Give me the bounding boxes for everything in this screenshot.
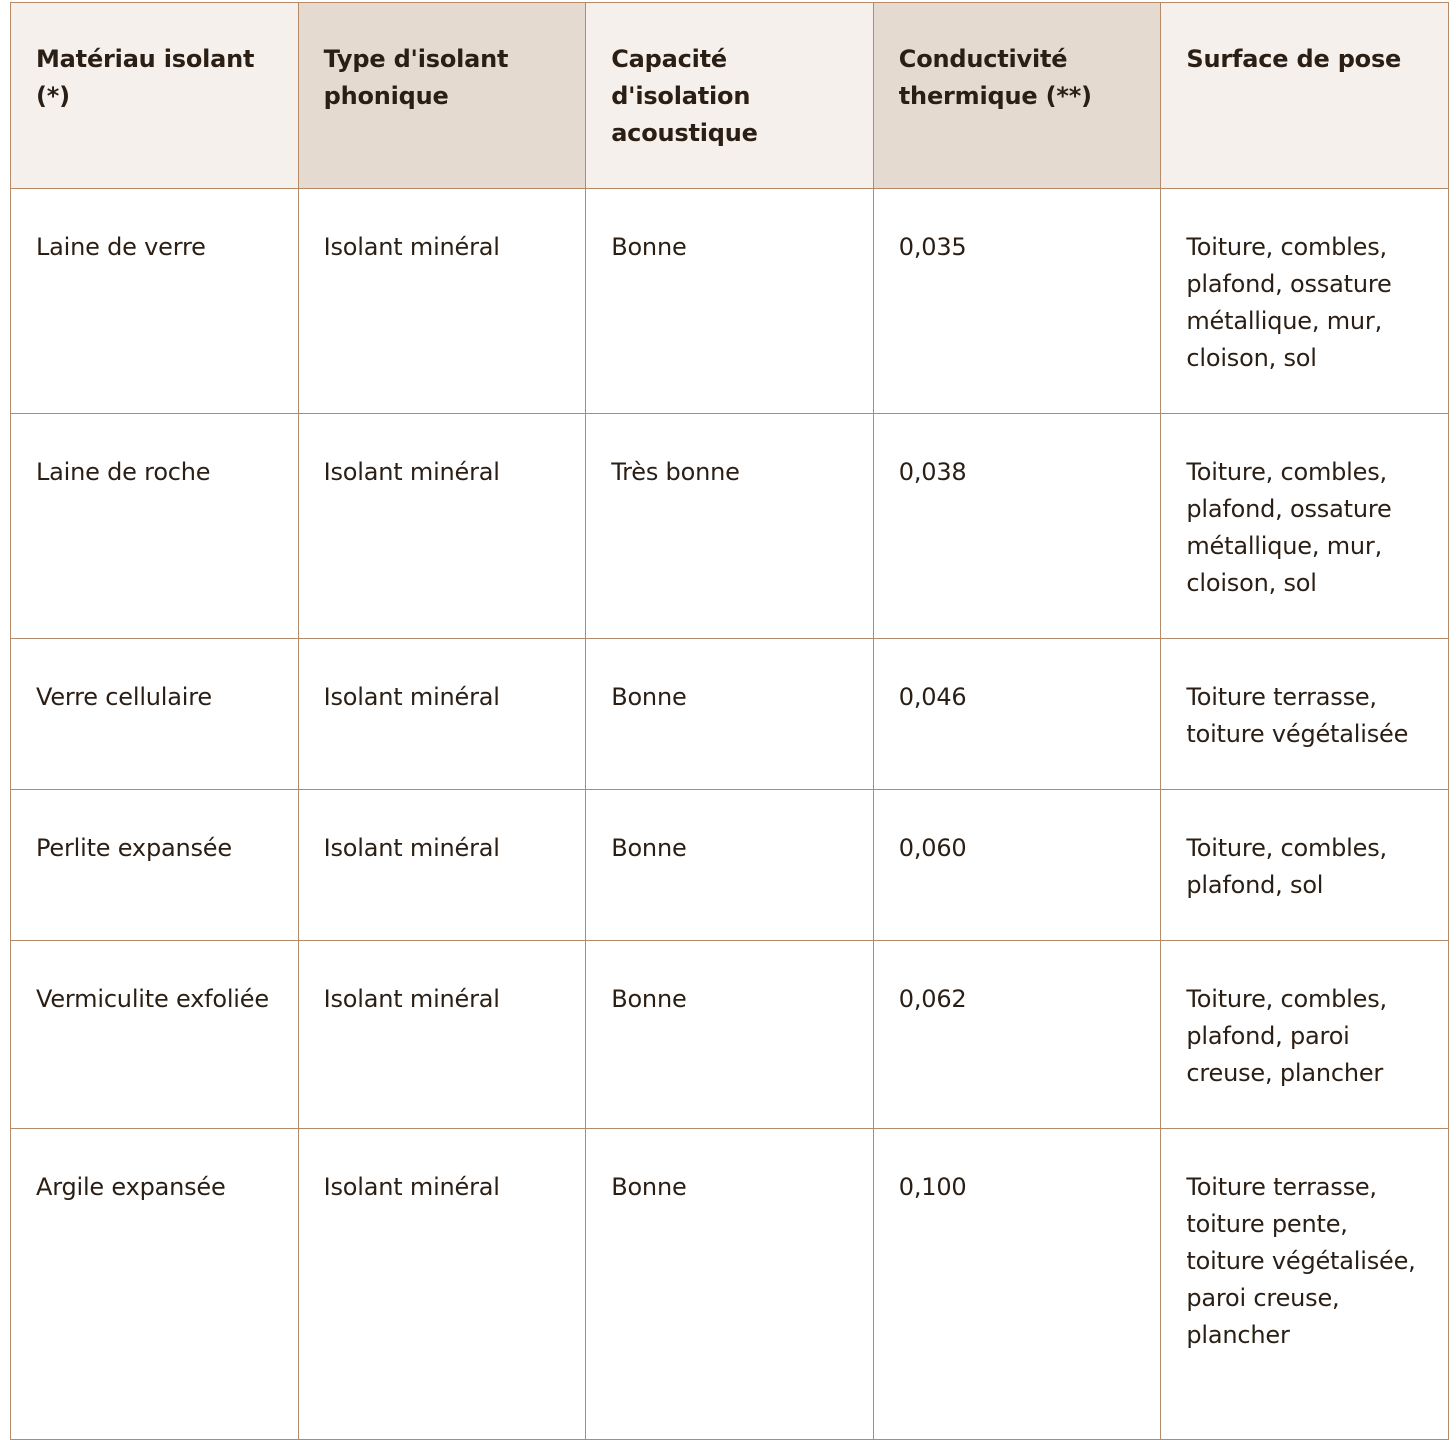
cell-insulation-type: Isolant minéral bbox=[298, 639, 586, 790]
table-header-row bbox=[11, 3, 1449, 189]
cell-thermal-conductivity: 0,100 bbox=[873, 1129, 1161, 1440]
cell-installation-surface: Toiture, combles, plafond, sol bbox=[1161, 790, 1449, 941]
header-thermal-conductivity: Conductivité thermique (**) bbox=[873, 3, 1161, 189]
cell-insulation-type: Isolant minéral bbox=[298, 414, 586, 639]
cell-thermal-conductivity: 0,062 bbox=[873, 941, 1161, 1129]
cell-thermal-conductivity: 0,060 bbox=[873, 790, 1161, 941]
cell-acoustic-capacity: Bonne bbox=[586, 1129, 874, 1440]
header-material: Matériau isolant (*) bbox=[11, 3, 299, 189]
cell-acoustic-capacity: Bonne bbox=[586, 941, 874, 1129]
cell-material: Perlite expansée bbox=[11, 790, 299, 941]
cell-acoustic-capacity: Bonne bbox=[586, 189, 874, 414]
cell-material: Laine de verre bbox=[11, 189, 299, 414]
cell-material: Argile expansée bbox=[11, 1129, 299, 1440]
insulation-table-container bbox=[10, 2, 1448, 1440]
cell-insulation-type: Isolant minéral bbox=[298, 189, 586, 414]
header-insulation-type: Type d'isolant phonique bbox=[298, 3, 586, 189]
table-row bbox=[11, 189, 1449, 414]
table-row bbox=[11, 414, 1449, 639]
cell-material: Vermiculite exfoliée bbox=[11, 941, 299, 1129]
cell-material: Verre cellulaire bbox=[11, 639, 299, 790]
cell-acoustic-capacity: Bonne bbox=[586, 790, 874, 941]
cell-installation-surface: Toiture, combles, plafond, ossature métallique, mur, cloison, sol bbox=[1161, 414, 1449, 639]
header-acoustic-capacity: Capacité d'isolation acoustique bbox=[586, 3, 874, 189]
cell-installation-surface: Toiture, combles, plafond, ossature métallique, mur, cloison, sol bbox=[1161, 189, 1449, 414]
cell-insulation-type: Isolant minéral bbox=[298, 1129, 586, 1440]
cell-material: Laine de roche bbox=[11, 414, 299, 639]
cell-installation-surface: Toiture terrasse, toiture pente, toiture végétalisée, paroi creuse, plancher bbox=[1161, 1129, 1449, 1440]
cell-acoustic-capacity: Bonne bbox=[586, 639, 874, 790]
cell-thermal-conductivity: 0,046 bbox=[873, 639, 1161, 790]
cell-installation-surface: Toiture, combles, plafond, paroi creuse, plancher bbox=[1161, 941, 1449, 1129]
table-row bbox=[11, 639, 1449, 790]
cell-acoustic-capacity: Très bonne bbox=[586, 414, 874, 639]
cell-installation-surface: Toiture terrasse, toiture végétalisée bbox=[1161, 639, 1449, 790]
cell-insulation-type: Isolant minéral bbox=[298, 941, 586, 1129]
cell-insulation-type: Isolant minéral bbox=[298, 790, 586, 941]
cell-thermal-conductivity: 0,038 bbox=[873, 414, 1161, 639]
table-row bbox=[11, 941, 1449, 1129]
table-row bbox=[11, 1129, 1449, 1440]
header-installation-surface: Surface de pose bbox=[1161, 3, 1449, 189]
table-row bbox=[11, 790, 1449, 941]
insulation-materials-table bbox=[10, 2, 1449, 1440]
cell-thermal-conductivity: 0,035 bbox=[873, 189, 1161, 414]
